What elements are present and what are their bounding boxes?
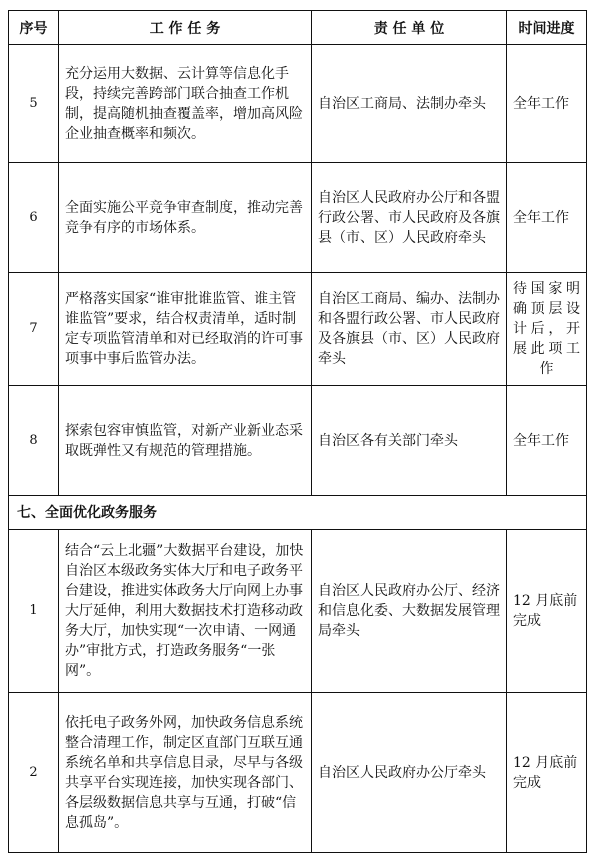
- time-cell: [507, 530, 587, 693]
- task-cell: [59, 273, 312, 386]
- unit-text: 自治区各有关部门牵头: [318, 432, 458, 449]
- row-number: 1: [9, 530, 59, 693]
- section-row: [9, 496, 587, 530]
- header-row: [9, 11, 587, 45]
- row-number: 5: [9, 45, 59, 163]
- task-table: [8, 10, 587, 853]
- task-cell: [59, 386, 312, 496]
- time-cell: [507, 386, 587, 496]
- task-text: 严格落实国家“谁审批谁监管、谁主管谁监管”要求，结合权责清单，适时制定专项监管清单和对已经取消的许可事项事中事后监管办法。: [65, 291, 303, 367]
- time-cell: [507, 273, 587, 386]
- time-cell: [507, 45, 587, 163]
- time-text: 12 月底前完成: [513, 593, 578, 629]
- unit-cell: [312, 45, 507, 163]
- row-number: 8: [9, 386, 59, 496]
- table-row: [9, 530, 587, 693]
- header-task: 工 作 任 务: [59, 11, 312, 45]
- unit-text: 自治区工商局、法制办牵头: [318, 95, 486, 112]
- table-body: [9, 45, 587, 853]
- unit-cell: [312, 530, 507, 693]
- table-row: [9, 45, 587, 163]
- task-text: 依托电子政务外网，加快政务信息系统整合清理工作，制定区直部门互联互通系统名单和共享信息目录，尽早与各级共享平台实现连接，加快实现各部门、各层级数据信息共享与互通，打破“信息孤岛”。: [65, 714, 303, 831]
- row-number: 6: [9, 163, 59, 273]
- time-text: 待国家明确顶层设计后，开展此项工作: [513, 281, 580, 377]
- table-row: [9, 693, 587, 853]
- time-text: 全年工作: [513, 432, 569, 449]
- header-unit: 责 任 单 位: [312, 11, 507, 45]
- time-text: 全年工作: [513, 95, 569, 112]
- time-text: 12 月底前完成: [513, 754, 578, 791]
- time-text: 全年工作: [513, 209, 569, 226]
- task-text: 全面实施公平竞争审查制度，推动完善竞争有序的市场体系。: [65, 199, 303, 236]
- row-number: 2: [9, 693, 59, 853]
- unit-cell: [312, 386, 507, 496]
- unit-cell: [312, 693, 507, 853]
- task-text: 充分运用大数据、云计算等信息化手段，持续完善跨部门联合抽查工作机制，提高随机抽查覆盖率，增加高风险企业抽查概率和频次。: [65, 65, 303, 142]
- unit-text: 自治区人民政府办公厅和各盟行政公署、市人民政府及各旗县（市、区）人民政府牵头: [318, 189, 500, 246]
- table-row: [9, 163, 587, 273]
- unit-text: 自治区人民政府办公厅牵头: [318, 764, 486, 781]
- header-no: 序号: [9, 11, 59, 45]
- task-text: 探索包容审慎监管，对新产业新业态采取既弹性又有规范的管理措施。: [65, 422, 303, 459]
- unit-cell: [312, 163, 507, 273]
- task-cell: [59, 45, 312, 163]
- unit-cell: [312, 273, 507, 386]
- row-number: 7: [9, 273, 59, 386]
- table-row: [9, 273, 587, 386]
- unit-text: 自治区工商局、编办、法制办和各盟行政公署、市人民政府及各旗县（市、区）人民政府牵头: [318, 291, 500, 367]
- unit-text: 自治区人民政府办公厅、经济和信息化委、大数据发展管理局牵头: [318, 583, 500, 639]
- task-cell: [59, 693, 312, 853]
- task-cell: [59, 163, 312, 273]
- task-cell: [59, 530, 312, 693]
- table-row: [9, 386, 587, 496]
- time-cell: [507, 163, 587, 273]
- section-title: 七、全面优化政务服务: [9, 496, 587, 530]
- table-header: [9, 11, 587, 45]
- header-time: 时间进度: [507, 11, 587, 45]
- task-text: 结合“云上北疆”大数据平台建设，加快自治区本级政务实体大厅和电子政务平台建设，推进实体政务大厅向网上办事大厅延伸，利用大数据技术打造移动政务大厅，加快实现“一次申请、一网通办”审批方式，打造政务服务“一张网”。: [65, 543, 304, 679]
- time-cell: [507, 693, 587, 853]
